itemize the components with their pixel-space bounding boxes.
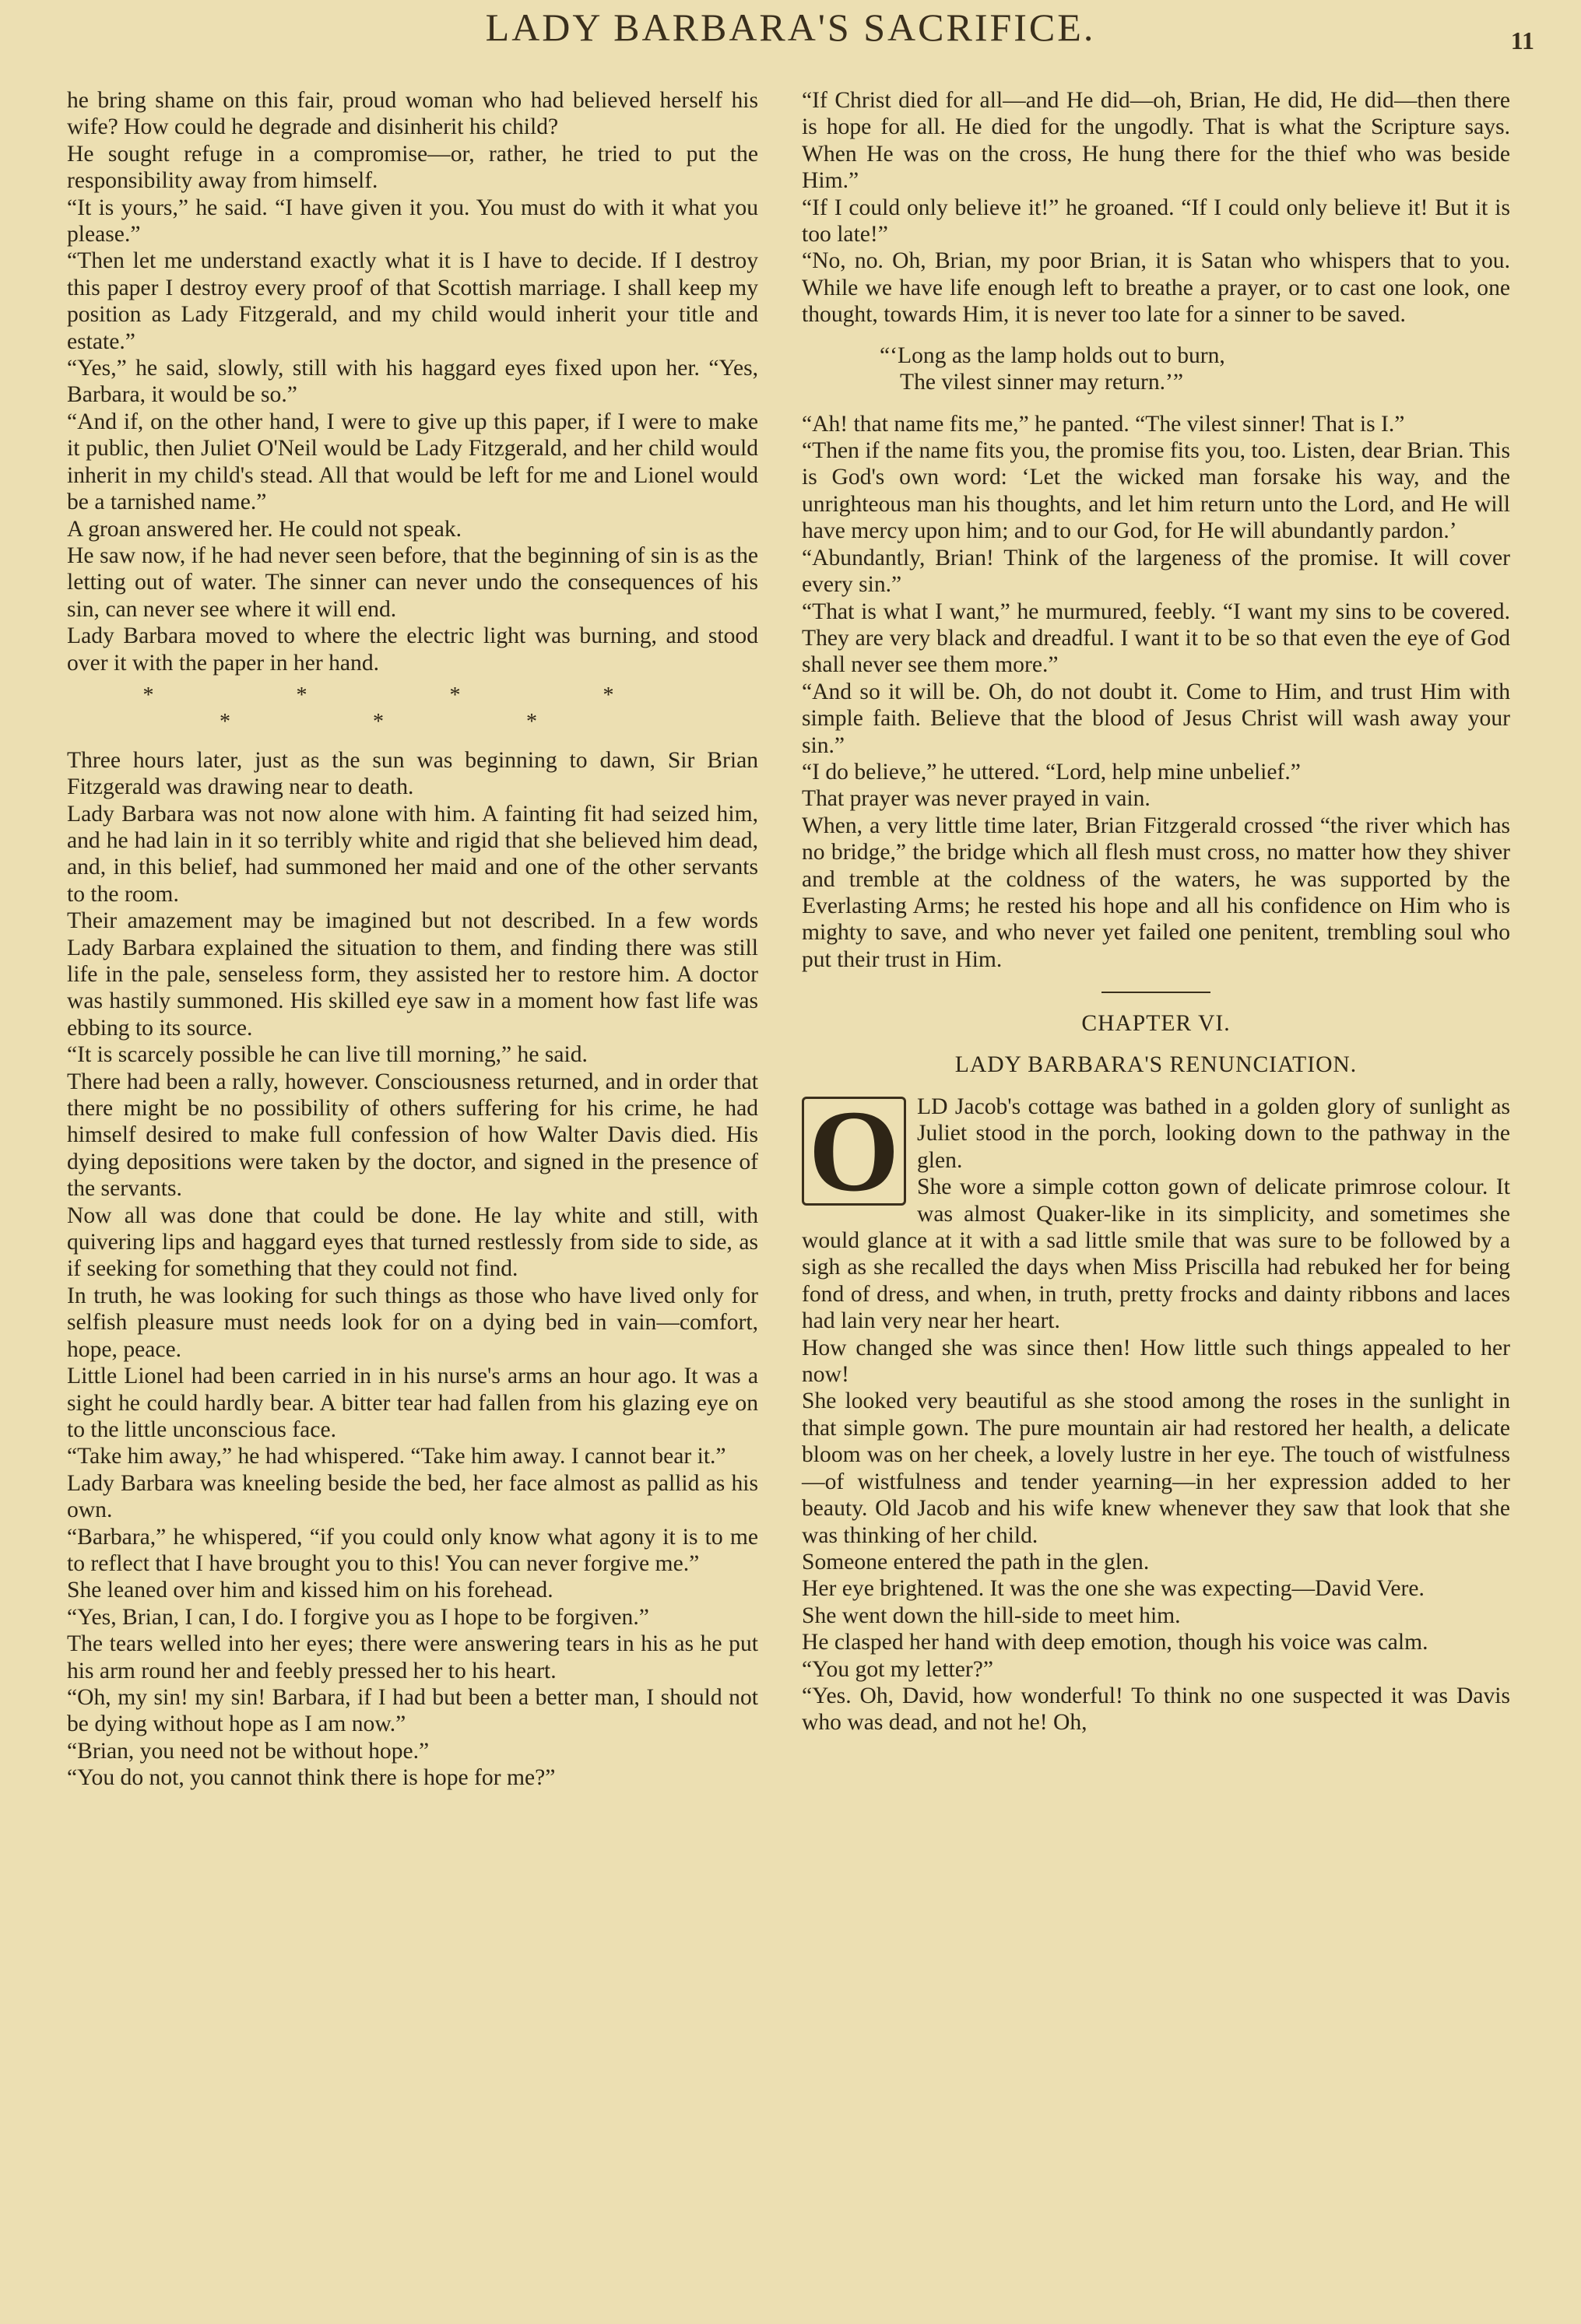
paragraph: How changed she was since then! How little such things appealed to her now! bbox=[802, 1335, 1510, 1388]
chapter-opening bbox=[802, 1087, 1510, 1216]
left-column bbox=[67, 87, 758, 1792]
opening-text: LD Jacob's cottage was bathed in a golden glory of sunlight as Juliet stood in the porch, looking down to the pathway in the glen. bbox=[917, 1094, 1510, 1173]
paragraph: “Barbara,” he whispered, “if you could only know what agony it is to me to reflect that I have brought you to this! You can never forgive me.” bbox=[67, 1524, 758, 1576]
paragraph: Lady Barbara was not now alone with him. A fainting fit had seized him, and he had lain in it so terribly white and rigid that she believed him dead, and, in this belief, had summoned her maid and one of the other servants to the room. bbox=[67, 801, 758, 907]
paragraph: The tears welled into her eyes; there were answering tears in his as he put his arm round her and feebly pressed her to his heart. bbox=[67, 1631, 758, 1683]
paragraph: He clasped her hand with deep emotion, though his voice was calm. bbox=[802, 1630, 1428, 1655]
drop-cap: O bbox=[802, 1097, 906, 1206]
paragraph: “It is yours,” he said. “I have given it you. You must do with it what you please.” bbox=[67, 195, 758, 247]
paragraph: Little Lionel had been carried in in his nurse's arms an hour ago. It was a sight he could hardly bear. A bitter tear had fallen from his glazing eye on to the little unconscious face. bbox=[67, 1364, 758, 1442]
paragraph: “If Christ died for all—and He did—oh, Brian, He did, He did—then there is hope for all. He died for the ungodly. That is what the Scripture says. When He was on the cross, He hung there for the thief who was beside Him.” bbox=[802, 88, 1510, 194]
paragraph: He sought refuge in a compromise—or, rather, he tried to put the responsibility away from himself. bbox=[67, 141, 758, 194]
verse-quote bbox=[880, 342, 1510, 395]
running-title: LADY BARBARA'S SACRIFICE. bbox=[485, 5, 1096, 49]
paragraph: “Take him away,” he had whispered. “Take him away. I cannot bear it.” bbox=[67, 1444, 726, 1469]
paragraph: Lady Barbara moved to where the electric light was burning, and stood over it with the paper in her hand. bbox=[67, 623, 758, 676]
paragraph: Three hours later, just as the sun was beginning to dawn, Sir Brian Fitzgerald was drawing near to death. bbox=[67, 747, 758, 800]
paragraph: There had been a rally, however. Consciousness returned, and in order that there might be no possibility of others suffering for his crime, he had himself desired to make full confession of how Walter Davis died. His dying depositions were taken by the doctor, and signed in the presence of the servants. bbox=[67, 1069, 758, 1202]
paragraph: “You got my letter?” bbox=[802, 1656, 994, 1682]
chapter-number: CHAPTER VI. bbox=[1081, 1011, 1231, 1037]
chapter-title: LADY BARBARA'S RENUNCIATION. bbox=[954, 1051, 1358, 1077]
paragraph: A groan answered her. He could not speak. bbox=[67, 516, 462, 542]
paragraph: She leaned over him and kissed him on his forehead. bbox=[67, 1578, 553, 1603]
paragraph: Now all was done that could be done. He lay white and still, with quivering lips and haggard eyes that turned restlessly from side to side, as if seeking for something that they could not find. bbox=[67, 1202, 758, 1282]
paragraph: “Abundantly, Brian! Think of the largeness of the promise. It will cover every sin.” bbox=[802, 545, 1510, 598]
paragraph: “You do not, you cannot think there is hope for me?” bbox=[67, 1765, 556, 1791]
page-number: 11 bbox=[1510, 26, 1534, 54]
verse-line: The vilest sinner may return.’” bbox=[900, 369, 1184, 395]
paragraph: “If I could only believe it!” he groaned. “If I could only believe it! But it is too late!” bbox=[802, 195, 1510, 247]
paragraph: “No, no. Oh, Brian, my poor Brian, it is Satan who whispers that to you. While we have life enough left to breathe a prayer, or to cast one look, one thought, towards Him, it is never too late for a sinner to be saved. bbox=[802, 248, 1510, 328]
paragraph: That prayer was never prayed in vain. bbox=[802, 786, 1151, 812]
paragraph: She went down the hill-side to meet him. bbox=[802, 1603, 1181, 1628]
paragraph: Lady Barbara was kneeling beside the bed, her face almost as pallid as his own. bbox=[67, 1470, 758, 1523]
paragraph: “Then if the name fits you, the promise fits you, too. Listen, dear Brian. This is God's own word: ‘Let the wicked man forsake his way, and the unrighteous man his thoughts, and let him return unto the Lord, and He will have mercy upon him; and to our God, for He will abundantly pardon.’ bbox=[802, 438, 1510, 544]
paragraph: “Yes. Oh, David, how wonderful! To think no one suspected it was Davis who was dead, and not he! Oh, bbox=[802, 1683, 1510, 1736]
paragraph: “And if, on the other hand, I were to give up this paper, if I were to make it public, then Juliet O'Neil would be Lady Fitzgerald, and her child would inherit in my child's stead. All that would be left for me and Lionel would be a tarnished name.” bbox=[67, 409, 758, 515]
paragraph: “Brian, you need not be without hope.” bbox=[67, 1738, 430, 1764]
paragraph: “Ah! that name fits me,” he panted. “The vilest sinner! That is I.” bbox=[802, 411, 1405, 437]
verse-line: “‘Long as the lamp holds out to burn, bbox=[880, 342, 1225, 368]
section-rule bbox=[1101, 992, 1210, 993]
paragraph: Her eye brightened. It was the one she was expecting—David Vere. bbox=[802, 1576, 1425, 1602]
paragraph: “That is what I want,” he murmured, feebly. “I want my sins to be covered. They are very black and dreadful. I want it to be so that even the eye of God shall never see them more.” bbox=[802, 599, 1510, 678]
paragraph: Someone entered the path in the glen. bbox=[802, 1549, 1150, 1574]
right-column bbox=[802, 87, 1510, 1736]
paragraph: he bring shame on this fair, proud woman who had believed herself his wife? How could he degrade and disinherit his child? bbox=[67, 88, 758, 140]
section-separator: * * * * * * * bbox=[142, 683, 683, 735]
paragraph: “Yes, Brian, I can, I do. I forgive you as I hope to be forgiven.” bbox=[67, 1604, 649, 1630]
paragraph: “Yes,” he said, slowly, still with his haggard eyes fixed upon her. “Yes, Barbara, it would be so.” bbox=[67, 356, 758, 408]
paragraph: “It is scarcely possible he can live till morning,” he said. bbox=[67, 1042, 588, 1068]
paragraph: She looked very beautiful as she stood among the roses in the sunlight in that simple gown. The pure mountain air had restored her health, a delicate bloom was on her cheek, a lovely lustre in her eye. The touch of wistfulness—of wistfulness and tender yearning—in her expression added to her beauty. Old Jacob and his wife knew whenever they saw that look that she was thinking of her child. bbox=[802, 1388, 1510, 1548]
paragraph: Their amazement may be imagined but not described. In a few words Lady Barbara explained the situation to them, and finding there was still life in the pale, senseless form, they assisted her to restore him. A doctor was hastily summoned. His skilled eye saw in a moment how fast life was ebbing to its source. bbox=[67, 908, 758, 1041]
paragraph: “Oh, my sin! my sin! Barbara, if I had but been a better man, I should not be dying without hope as I am now.” bbox=[67, 1684, 758, 1737]
paragraph: He saw now, if he had never seen before, that the beginning of sin is as the letting out of water. The sinner can never undo the consequences of his sin, can never see where it will end. bbox=[67, 542, 758, 622]
paragraph: “I do believe,” he uttered. “Lord, help mine unbelief.” bbox=[802, 759, 1301, 785]
paragraph: “And so it will be. Oh, do not doubt it. Come to Him, and trust Him with simple faith. Believe that the blood of Jesus Christ will wash away your sin.” bbox=[802, 679, 1510, 758]
paragraph: “Then let me understand exactly what it is I have to decide. If I destroy this paper I destroy every proof of that Scottish marriage. I shall keep my position as Lady Fitzgerald, and my child would inherit your title and estate.” bbox=[67, 248, 758, 354]
paragraph: She wore a simple cotton gown of delicate primrose colour. It was almost Quaker-like in its simplicity, and sometimes she would glance at it with a sad little smile that was sure to be followed by a sigh as she recalled the days when Miss Priscilla had rebuked her for being fond of dress, and when, in truth, pretty frocks and dainty ribbons and laces had lain very near her heart. bbox=[802, 1174, 1510, 1334]
paragraph: In truth, he was looking for such things as those who have lived only for selfish pleasure must needs look for on a dying bed in vain—comfort, hope, peace. bbox=[67, 1283, 758, 1362]
paragraph: When, a very little time later, Brian Fitzgerald crossed “the river which has no bridge,” the bridge which all flesh must cross, no matter how they shiver and tremble at the coldness of the waters, he was supported by the Everlasting Arms; he rested his hope and all his confidence on Him who is mighty to save, and who never yet failed one penitent, trembling soul who put their trust in Him. bbox=[802, 813, 1510, 972]
